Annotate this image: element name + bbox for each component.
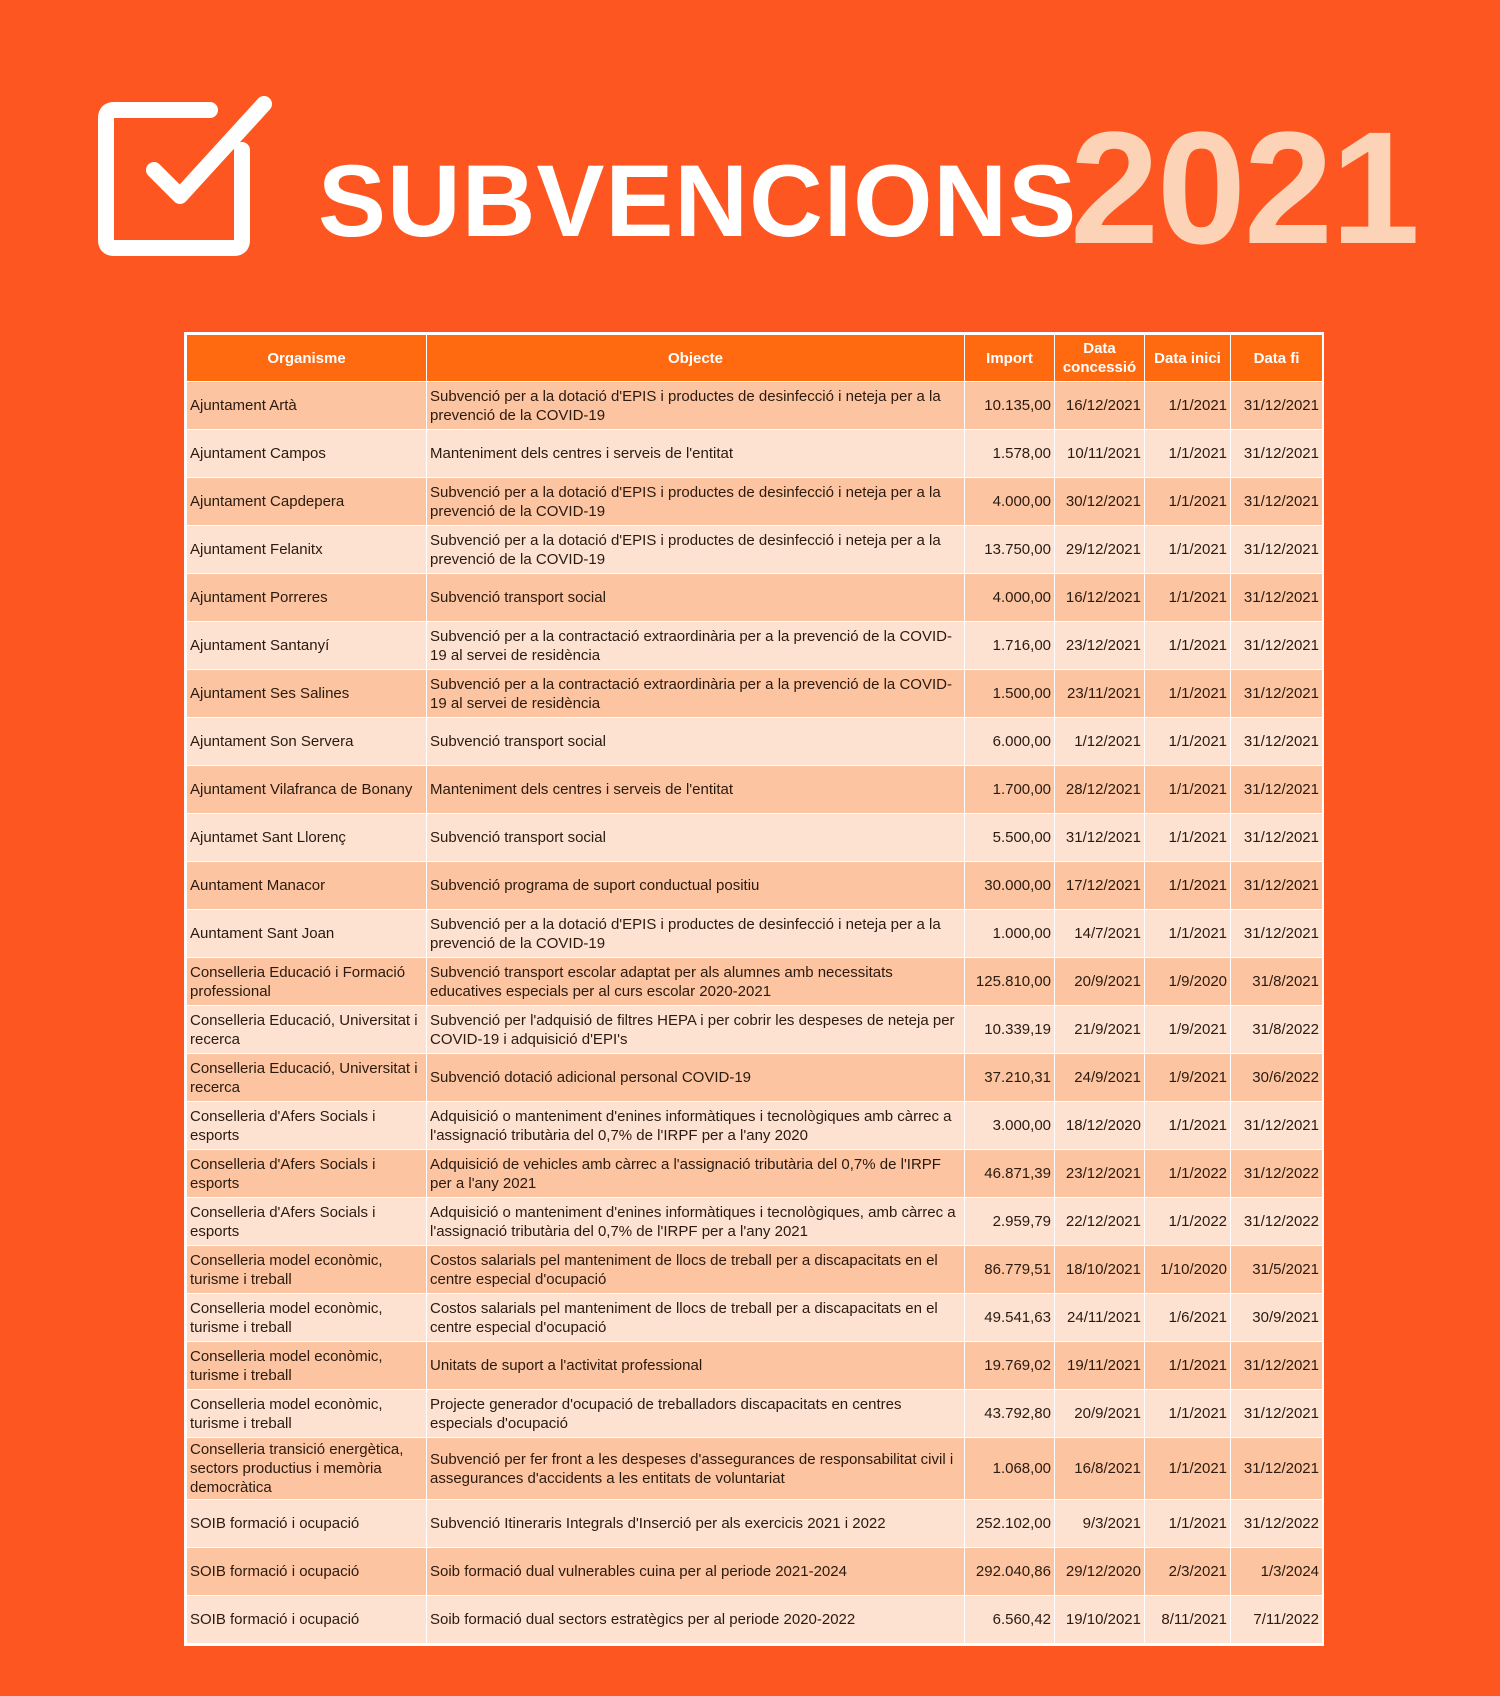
table-row bbox=[187, 1596, 1323, 1644]
cell-import: 3.000,00 bbox=[965, 1102, 1055, 1150]
cell-data-fi: 31/12/2022 bbox=[1231, 1500, 1323, 1548]
table-row bbox=[187, 478, 1323, 526]
cell-organisme: SOIB formació i ocupació bbox=[187, 1596, 427, 1644]
cell-objecte: Soib formació dual sectors estratègics per al periode 2020-2022 bbox=[427, 1596, 965, 1644]
cell-objecte: Subvenció programa de suport conductual positiu bbox=[427, 862, 965, 910]
cell-data-inici: 1/1/2021 bbox=[1145, 622, 1231, 670]
cell-data-fi: 31/12/2021 bbox=[1231, 478, 1323, 526]
cell-data-fi: 30/6/2022 bbox=[1231, 1054, 1323, 1102]
cell-data-concessio: 16/8/2021 bbox=[1055, 1438, 1145, 1500]
cell-organisme: Conselleria d'Afers Socials i esports bbox=[187, 1102, 427, 1150]
cell-data-inici: 1/9/2020 bbox=[1145, 958, 1231, 1006]
column-header-data-concessio: Data concessió bbox=[1055, 335, 1145, 382]
cell-data-inici: 1/1/2021 bbox=[1145, 670, 1231, 718]
cell-data-concessio: 23/12/2021 bbox=[1055, 1150, 1145, 1198]
cell-organisme: Auntament Sant Joan bbox=[187, 910, 427, 958]
table-row bbox=[187, 862, 1323, 910]
cell-data-inici: 1/6/2021 bbox=[1145, 1294, 1231, 1342]
cell-objecte: Manteniment dels centres i serveis de l'entitat bbox=[427, 766, 965, 814]
cell-organisme: Ajuntamet Sant Llorenç bbox=[187, 814, 427, 862]
table-row bbox=[187, 382, 1323, 430]
cell-objecte: Subvenció per a la contractació extraordinària per a la prevenció de la COVID-19 al servei de residència bbox=[427, 670, 965, 718]
cell-organisme: Conselleria d'Afers Socials i esports bbox=[187, 1150, 427, 1198]
cell-data-inici: 1/1/2022 bbox=[1145, 1198, 1231, 1246]
cell-import: 19.769,02 bbox=[965, 1342, 1055, 1390]
cell-data-concessio: 28/12/2021 bbox=[1055, 766, 1145, 814]
cell-objecte: Manteniment dels centres i serveis de l'entitat bbox=[427, 430, 965, 478]
cell-objecte: Subvenció per l'adquisió de filtres HEPA i per cobrir les despeses de neteja per COVID-19 i adquisició d'EPI's bbox=[427, 1006, 965, 1054]
cell-data-fi: 31/12/2021 bbox=[1231, 1438, 1323, 1500]
cell-data-inici: 1/1/2021 bbox=[1145, 1438, 1231, 1500]
column-header-import: Import bbox=[965, 335, 1055, 382]
cell-data-fi: 31/12/2021 bbox=[1231, 814, 1323, 862]
cell-objecte: Adquisició o manteniment d'enines informàtiques i tecnològiques amb càrrec a l'assignació tributària del 0,7% de l'IRPF per a l'any 2020 bbox=[427, 1102, 965, 1150]
table-row bbox=[187, 718, 1323, 766]
cell-data-inici: 1/1/2021 bbox=[1145, 1390, 1231, 1438]
cell-data-inici: 1/1/2021 bbox=[1145, 382, 1231, 430]
cell-data-concessio: 21/9/2021 bbox=[1055, 1006, 1145, 1054]
cell-data-fi: 31/12/2021 bbox=[1231, 862, 1323, 910]
table-row bbox=[187, 526, 1323, 574]
cell-data-inici: 1/1/2021 bbox=[1145, 1102, 1231, 1150]
cell-import: 2.959,79 bbox=[965, 1198, 1055, 1246]
table-row bbox=[187, 1246, 1323, 1294]
cell-data-fi: 31/12/2022 bbox=[1231, 1198, 1323, 1246]
table-row bbox=[187, 1390, 1323, 1438]
page-header bbox=[0, 0, 1500, 320]
cell-objecte: Subvenció per a la dotació d'EPIS i productes de desinfecció i neteja per a la prevenció de la COVID-19 bbox=[427, 382, 965, 430]
cell-data-concessio: 20/9/2021 bbox=[1055, 958, 1145, 1006]
cell-import: 5.500,00 bbox=[965, 814, 1055, 862]
cell-data-inici: 1/1/2021 bbox=[1145, 862, 1231, 910]
cell-organisme: Conselleria model econòmic, turisme i treball bbox=[187, 1390, 427, 1438]
cell-data-concessio: 31/12/2021 bbox=[1055, 814, 1145, 862]
table-row bbox=[187, 1198, 1323, 1246]
column-header-organisme: Organisme bbox=[187, 335, 427, 382]
checkbox-checked-icon bbox=[92, 90, 282, 265]
cell-data-concessio: 23/11/2021 bbox=[1055, 670, 1145, 718]
cell-import: 1.000,00 bbox=[965, 910, 1055, 958]
table-header-row bbox=[187, 335, 1323, 382]
cell-data-fi: 31/12/2021 bbox=[1231, 910, 1323, 958]
cell-data-inici: 1/9/2021 bbox=[1145, 1054, 1231, 1102]
cell-organisme: Ajuntament Artà bbox=[187, 382, 427, 430]
cell-organisme: Ajuntament Son Servera bbox=[187, 718, 427, 766]
cell-organisme: Conselleria Educació, Universitat i recerca bbox=[187, 1006, 427, 1054]
table-row bbox=[187, 1438, 1323, 1500]
table-row bbox=[187, 1006, 1323, 1054]
cell-data-inici: 1/1/2021 bbox=[1145, 1342, 1231, 1390]
cell-data-concessio: 18/12/2020 bbox=[1055, 1102, 1145, 1150]
cell-data-concessio: 10/11/2021 bbox=[1055, 430, 1145, 478]
cell-data-concessio: 16/12/2021 bbox=[1055, 382, 1145, 430]
cell-organisme: Conselleria Educació, Universitat i recerca bbox=[187, 1054, 427, 1102]
cell-data-concessio: 16/12/2021 bbox=[1055, 574, 1145, 622]
cell-objecte: Subvenció transport social bbox=[427, 814, 965, 862]
table-row bbox=[187, 430, 1323, 478]
cell-data-inici: 1/9/2021 bbox=[1145, 1006, 1231, 1054]
cell-data-fi: 31/12/2021 bbox=[1231, 382, 1323, 430]
table-row bbox=[187, 814, 1323, 862]
cell-data-concessio: 22/12/2021 bbox=[1055, 1198, 1145, 1246]
cell-organisme: Conselleria model econòmic, turisme i treball bbox=[187, 1246, 427, 1294]
table-row bbox=[187, 1342, 1323, 1390]
cell-organisme: SOIB formació i ocupació bbox=[187, 1548, 427, 1596]
cell-organisme: Conselleria model econòmic, turisme i treball bbox=[187, 1342, 427, 1390]
cell-import: 4.000,00 bbox=[965, 574, 1055, 622]
cell-objecte: Subvenció dotació adicional personal COVID-19 bbox=[427, 1054, 965, 1102]
cell-import: 1.578,00 bbox=[965, 430, 1055, 478]
cell-data-inici: 1/1/2021 bbox=[1145, 1500, 1231, 1548]
cell-data-concessio: 14/7/2021 bbox=[1055, 910, 1145, 958]
column-header-data-inici: Data inici bbox=[1145, 335, 1231, 382]
cell-data-inici: 1/1/2021 bbox=[1145, 718, 1231, 766]
column-header-objecte: Objecte bbox=[427, 335, 965, 382]
cell-data-concessio: 1/12/2021 bbox=[1055, 718, 1145, 766]
cell-import: 46.871,39 bbox=[965, 1150, 1055, 1198]
cell-data-inici: 1/1/2021 bbox=[1145, 814, 1231, 862]
cell-organisme: Conselleria model econòmic, turisme i treball bbox=[187, 1294, 427, 1342]
table-row bbox=[187, 1150, 1323, 1198]
table-row bbox=[187, 910, 1323, 958]
cell-organisme: Conselleria d'Afers Socials i esports bbox=[187, 1198, 427, 1246]
cell-data-inici: 1/10/2020 bbox=[1145, 1246, 1231, 1294]
cell-data-inici: 1/1/2021 bbox=[1145, 910, 1231, 958]
cell-import: 1.500,00 bbox=[965, 670, 1055, 718]
cell-data-fi: 31/12/2021 bbox=[1231, 430, 1323, 478]
cell-objecte: Subvenció per fer front a les despeses d'assegurances de responsabilitat civil i assegurances d'accidents a les entitats de voluntariat bbox=[427, 1438, 965, 1500]
cell-objecte: Projecte generador d'ocupació de treballadors discapacitats en centres especials d'ocupació bbox=[427, 1390, 965, 1438]
cell-objecte: Unitats de suport a l'activitat professional bbox=[427, 1342, 965, 1390]
cell-objecte: Soib formació dual vulnerables cuina per al periode 2021-2024 bbox=[427, 1548, 965, 1596]
cell-import: 6.000,00 bbox=[965, 718, 1055, 766]
cell-import: 10.339,19 bbox=[965, 1006, 1055, 1054]
cell-objecte: Costos salarials pel manteniment de llocs de treball per a discapacitats en el centre especial d'ocupació bbox=[427, 1294, 965, 1342]
cell-data-concessio: 19/11/2021 bbox=[1055, 1342, 1145, 1390]
cell-objecte: Subvenció per a la contractació extraordinària per a la prevenció de la COVID-19 al servei de residència bbox=[427, 622, 965, 670]
table-row bbox=[187, 1500, 1323, 1548]
cell-data-inici: 1/1/2021 bbox=[1145, 430, 1231, 478]
table-row bbox=[187, 622, 1323, 670]
cell-import: 1.068,00 bbox=[965, 1438, 1055, 1500]
cell-import: 13.750,00 bbox=[965, 526, 1055, 574]
cell-import: 37.210,31 bbox=[965, 1054, 1055, 1102]
cell-import: 1.716,00 bbox=[965, 622, 1055, 670]
cell-data-fi: 31/12/2021 bbox=[1231, 526, 1323, 574]
cell-data-fi: 30/9/2021 bbox=[1231, 1294, 1323, 1342]
cell-data-fi: 1/3/2024 bbox=[1231, 1548, 1323, 1596]
cell-import: 4.000,00 bbox=[965, 478, 1055, 526]
cell-data-inici: 8/11/2021 bbox=[1145, 1596, 1231, 1644]
table-row bbox=[187, 670, 1323, 718]
cell-data-concessio: 17/12/2021 bbox=[1055, 862, 1145, 910]
cell-import: 86.779,51 bbox=[965, 1246, 1055, 1294]
cell-objecte: Subvenció per a la dotació d'EPIS i productes de desinfecció i neteja per a la prevenció de la COVID-19 bbox=[427, 910, 965, 958]
cell-import: 125.810,00 bbox=[965, 958, 1055, 1006]
cell-data-fi: 31/12/2021 bbox=[1231, 670, 1323, 718]
cell-objecte: Adquisició o manteniment d'enines informàtiques i tecnològiques, amb càrrec a l'assignació tributària del 0,7% de l'IRPF per a l'any 2021 bbox=[427, 1198, 965, 1246]
cell-data-concessio: 18/10/2021 bbox=[1055, 1246, 1145, 1294]
column-header-data-fi: Data fi bbox=[1231, 335, 1323, 382]
cell-data-fi: 31/12/2021 bbox=[1231, 1102, 1323, 1150]
cell-import: 43.792,80 bbox=[965, 1390, 1055, 1438]
cell-organisme: Conselleria transició energètica, sectors productius i memòria democràtica bbox=[187, 1438, 427, 1500]
table-row bbox=[187, 1054, 1323, 1102]
cell-data-fi: 31/12/2021 bbox=[1231, 1390, 1323, 1438]
cell-organisme: SOIB formació i ocupació bbox=[187, 1500, 427, 1548]
cell-import: 292.040,86 bbox=[965, 1548, 1055, 1596]
cell-data-fi: 31/12/2021 bbox=[1231, 574, 1323, 622]
cell-data-fi: 31/8/2022 bbox=[1231, 1006, 1323, 1054]
cell-objecte: Subvenció per a la dotació d'EPIS i productes de desinfecció i neteja per a la prevenció de la COVID-19 bbox=[427, 526, 965, 574]
cell-data-fi: 7/11/2022 bbox=[1231, 1596, 1323, 1644]
cell-data-concessio: 19/10/2021 bbox=[1055, 1596, 1145, 1644]
cell-data-inici: 1/1/2021 bbox=[1145, 526, 1231, 574]
cell-organisme: Ajuntament Vilafranca de Bonany bbox=[187, 766, 427, 814]
table-row bbox=[187, 574, 1323, 622]
table-row bbox=[187, 1294, 1323, 1342]
cell-data-fi: 31/12/2022 bbox=[1231, 1150, 1323, 1198]
cell-data-inici: 2/3/2021 bbox=[1145, 1548, 1231, 1596]
cell-data-fi: 31/12/2021 bbox=[1231, 622, 1323, 670]
cell-data-concessio: 24/11/2021 bbox=[1055, 1294, 1145, 1342]
cell-objecte: Subvenció transport social bbox=[427, 574, 965, 622]
grants-table bbox=[186, 334, 1323, 1644]
cell-objecte: Adquisició de vehicles amb càrrec a l'assignació tributària del 0,7% de l'IRPF per a l'any 2021 bbox=[427, 1150, 965, 1198]
table-body bbox=[187, 382, 1323, 1644]
cell-import: 1.700,00 bbox=[965, 766, 1055, 814]
cell-data-concessio: 20/9/2021 bbox=[1055, 1390, 1145, 1438]
cell-organisme: Ajuntament Ses Salines bbox=[187, 670, 427, 718]
cell-organisme: Ajuntament Capdepera bbox=[187, 478, 427, 526]
cell-organisme: Auntament Manacor bbox=[187, 862, 427, 910]
cell-organisme: Ajuntament Campos bbox=[187, 430, 427, 478]
cell-import: 10.135,00 bbox=[965, 382, 1055, 430]
cell-objecte: Subvenció transport escolar adaptat per als alumnes amb necessitats educatives especials per al curs escolar 2020-2021 bbox=[427, 958, 965, 1006]
table-row bbox=[187, 766, 1323, 814]
cell-data-fi: 31/12/2021 bbox=[1231, 766, 1323, 814]
cell-data-concessio: 29/12/2021 bbox=[1055, 526, 1145, 574]
table-row bbox=[187, 1102, 1323, 1150]
cell-objecte: Costos salarials pel manteniment de llocs de treball per a discapacitats en el centre especial d'ocupació bbox=[427, 1246, 965, 1294]
cell-organisme: Ajuntament Porreres bbox=[187, 574, 427, 622]
table-row bbox=[187, 958, 1323, 1006]
cell-import: 6.560,42 bbox=[965, 1596, 1055, 1644]
cell-data-inici: 1/1/2021 bbox=[1145, 766, 1231, 814]
table-row bbox=[187, 1548, 1323, 1596]
cell-data-inici: 1/1/2022 bbox=[1145, 1150, 1231, 1198]
cell-data-concessio: 24/9/2021 bbox=[1055, 1054, 1145, 1102]
cell-data-concessio: 9/3/2021 bbox=[1055, 1500, 1145, 1548]
cell-objecte: Subvenció Itineraris Integrals d'Inserció per als exercicis 2021 i 2022 bbox=[427, 1500, 965, 1548]
cell-data-concessio: 29/12/2020 bbox=[1055, 1548, 1145, 1596]
cell-organisme: Ajuntament Felanitx bbox=[187, 526, 427, 574]
cell-import: 30.000,00 bbox=[965, 862, 1055, 910]
cell-organisme: Conselleria Educació i Formació professional bbox=[187, 958, 427, 1006]
cell-data-inici: 1/1/2021 bbox=[1145, 478, 1231, 526]
page-title-year: 2021 bbox=[1070, 98, 1418, 277]
cell-data-fi: 31/5/2021 bbox=[1231, 1246, 1323, 1294]
cell-data-fi: 31/12/2021 bbox=[1231, 1342, 1323, 1390]
cell-data-fi: 31/8/2021 bbox=[1231, 958, 1323, 1006]
grants-table-container bbox=[184, 332, 1324, 1646]
cell-data-fi: 31/12/2021 bbox=[1231, 718, 1323, 766]
cell-data-inici: 1/1/2021 bbox=[1145, 574, 1231, 622]
cell-objecte: Subvenció transport social bbox=[427, 718, 965, 766]
cell-data-concessio: 23/12/2021 bbox=[1055, 622, 1145, 670]
cell-objecte: Subvenció per a la dotació d'EPIS i productes de desinfecció i neteja per a la prevenció de la COVID-19 bbox=[427, 478, 965, 526]
cell-import: 49.541,63 bbox=[965, 1294, 1055, 1342]
cell-import: 252.102,00 bbox=[965, 1500, 1055, 1548]
cell-organisme: Ajuntament Santanyí bbox=[187, 622, 427, 670]
page-title: SUBVENCIONS bbox=[318, 144, 1078, 258]
cell-data-concessio: 30/12/2021 bbox=[1055, 478, 1145, 526]
